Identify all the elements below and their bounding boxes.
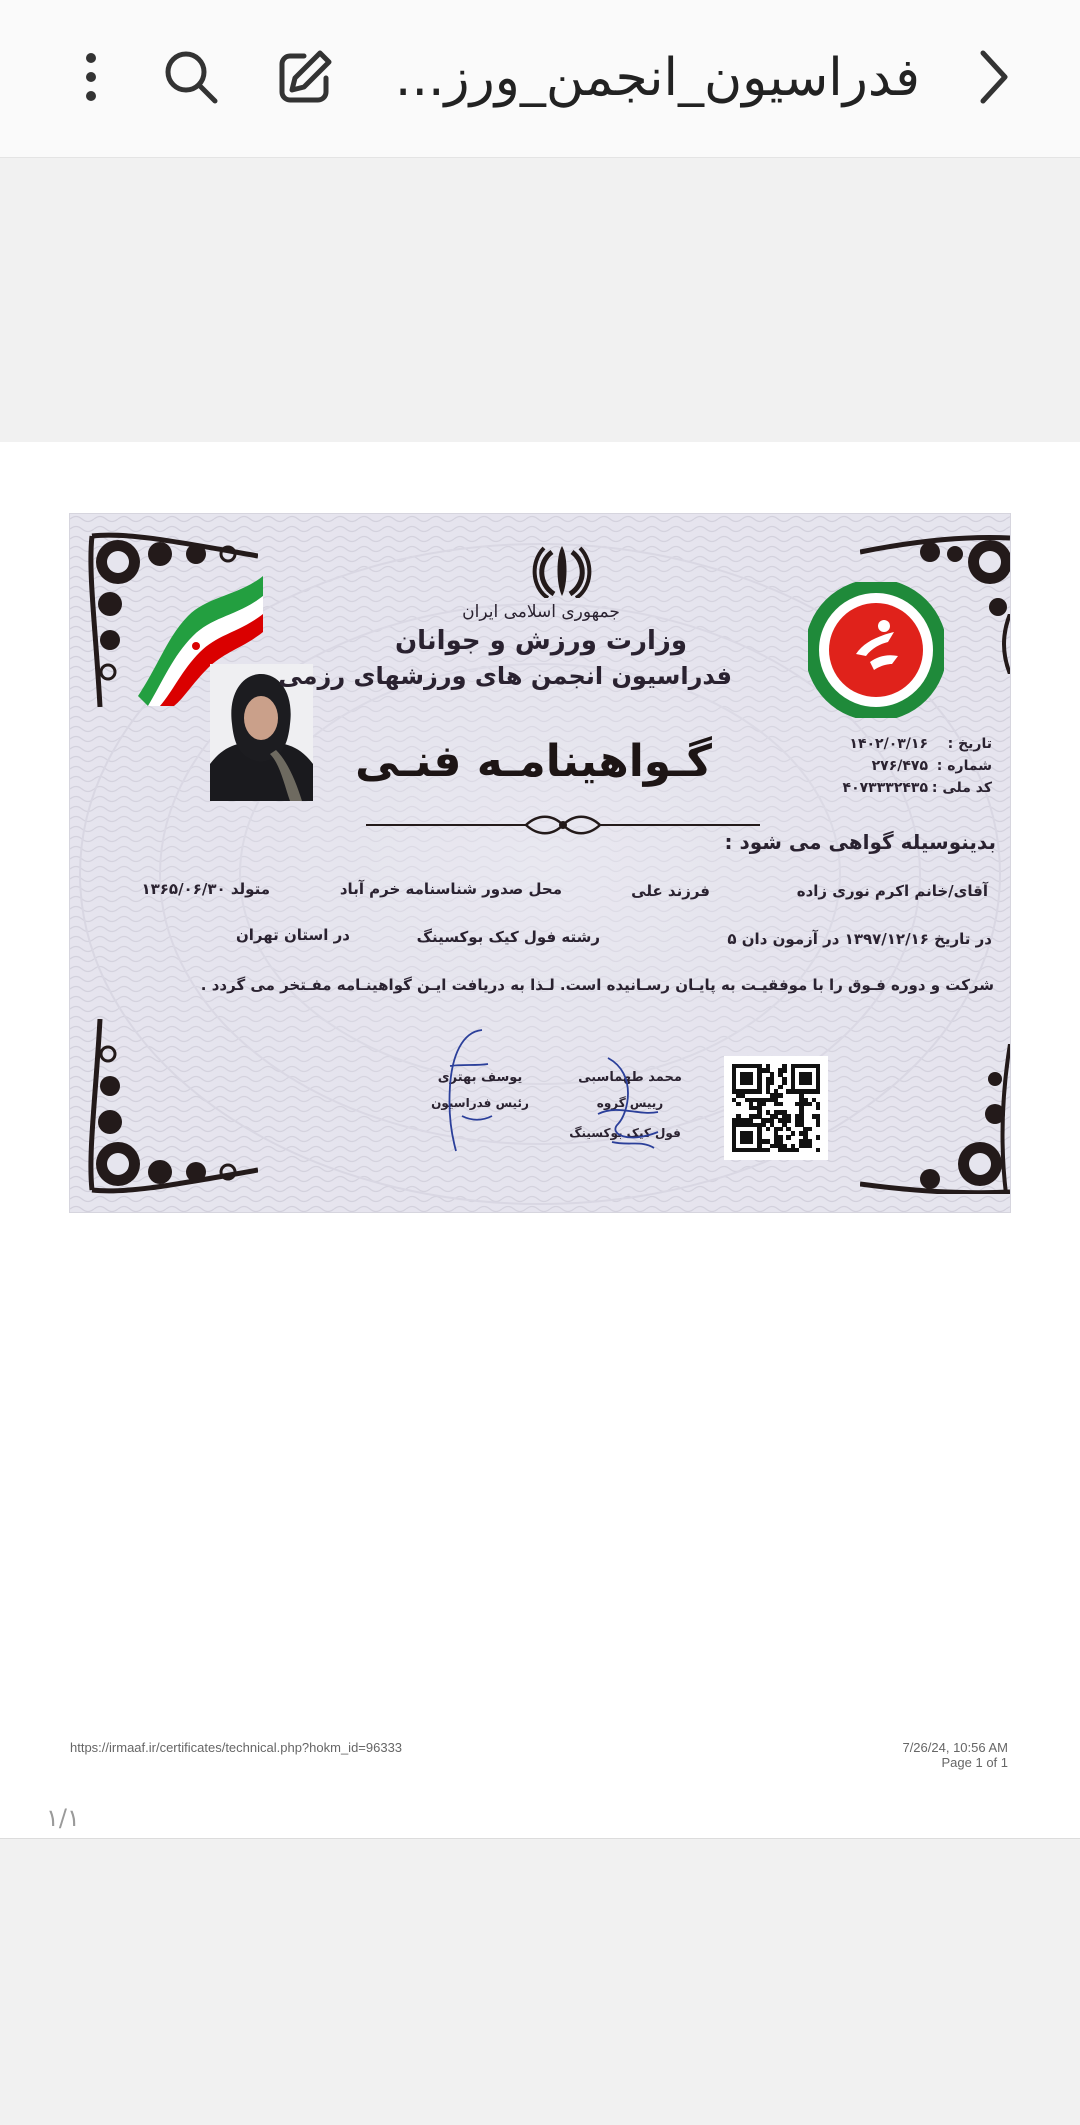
document-title: فدراسیون_انجمن_ورز... xyxy=(394,48,920,108)
signatory-1-role: رییس گروه xyxy=(596,1096,664,1110)
print-datetime: 7/26/24, 10:56 AM xyxy=(902,1740,1008,1755)
ministry-text: وزارت ورزش و جوانان xyxy=(394,626,688,656)
corner-ornament-bottom-right xyxy=(860,1044,1010,1194)
print-footer-right xyxy=(902,1740,1008,1770)
issue-place: محل صدور شناسنامه خرم آباد xyxy=(339,880,562,898)
signatory-1-name: محمد طهماسبی xyxy=(578,1070,682,1085)
holder-name: آقای/خانم اکرم نوری زاده xyxy=(796,882,988,900)
heading-divider xyxy=(366,814,760,836)
print-page-count: Page 1 of 1 xyxy=(941,1755,1008,1770)
national-code-value: ۴۰۷۳۳۳۲۴۳۵ xyxy=(842,780,928,796)
national-code-label: کد ملی : xyxy=(931,780,992,796)
certificate-image xyxy=(70,514,1010,1212)
search-button[interactable] xyxy=(154,40,228,114)
page-indicator: ۱/۱ xyxy=(46,1804,80,1832)
discipline: رشته فول کیک بوکسینگ xyxy=(416,928,600,946)
corner-ornament-top-right-side xyxy=(998,614,1010,674)
top-toolbar xyxy=(0,0,1080,158)
national-emblem-icon xyxy=(532,544,592,598)
number-value: ۲۷۶/۴۷۵ xyxy=(871,758,928,774)
date-label: تاریخ : xyxy=(947,736,992,752)
signatory-1-field: فول کیک بوکسینگ xyxy=(569,1126,681,1140)
date-value: ۱۴۰۲/۰۳/۱۶ xyxy=(849,736,928,752)
number-label: شماره : xyxy=(936,758,992,774)
signature-2-icon xyxy=(432,1026,502,1156)
completion-statement: شرکت و دوره فـوق را با موفقیـت به پایـان رسـانیده است. لـذا به دریافت ایـن گواهینـامه مفـتخر می گردد . xyxy=(200,976,994,994)
chevron-right-icon xyxy=(975,49,1011,105)
print-url: https://irmaaf.ir/certificates/technical.php?hokm_id=96333 xyxy=(70,1740,403,1755)
qr-code xyxy=(724,1056,828,1160)
edit-button[interactable] xyxy=(268,40,342,114)
search-icon xyxy=(163,49,219,105)
father-name: فرزند علی xyxy=(631,882,710,900)
more-vertical-icon xyxy=(81,52,101,102)
pdf-page[interactable] xyxy=(0,442,1080,1839)
federation-emblem-icon xyxy=(808,582,944,718)
signatory-2-name: یوسف بهتری xyxy=(437,1070,523,1085)
viewer-background xyxy=(0,158,1080,442)
back-button[interactable] xyxy=(956,40,1030,114)
certificate-heading: گـواهینامـه فنـی xyxy=(355,736,712,787)
signatory-2-role: رئیس فدراسیون xyxy=(431,1096,529,1110)
republic-text: جمهوری اسلامی ایران xyxy=(462,602,620,622)
birth-date: متولد ۱۳۶۵/۰۶/۳۰ xyxy=(141,880,270,898)
federation-text: فدراسیون انجمن های ورزشهای رزمی xyxy=(278,662,732,690)
edit-icon xyxy=(276,48,334,106)
more-options-button[interactable] xyxy=(54,40,128,114)
exam-info: در تاریخ ۱۳۹۷/۱۲/۱۶ در آزمون دان ۵ xyxy=(727,930,992,948)
signature-1-icon xyxy=(588,1054,668,1154)
corner-ornament-bottom-left xyxy=(88,1019,258,1194)
intro-text: بدینوسیله گواهی می شود : xyxy=(724,830,996,854)
province: در استان تهران xyxy=(235,926,350,944)
